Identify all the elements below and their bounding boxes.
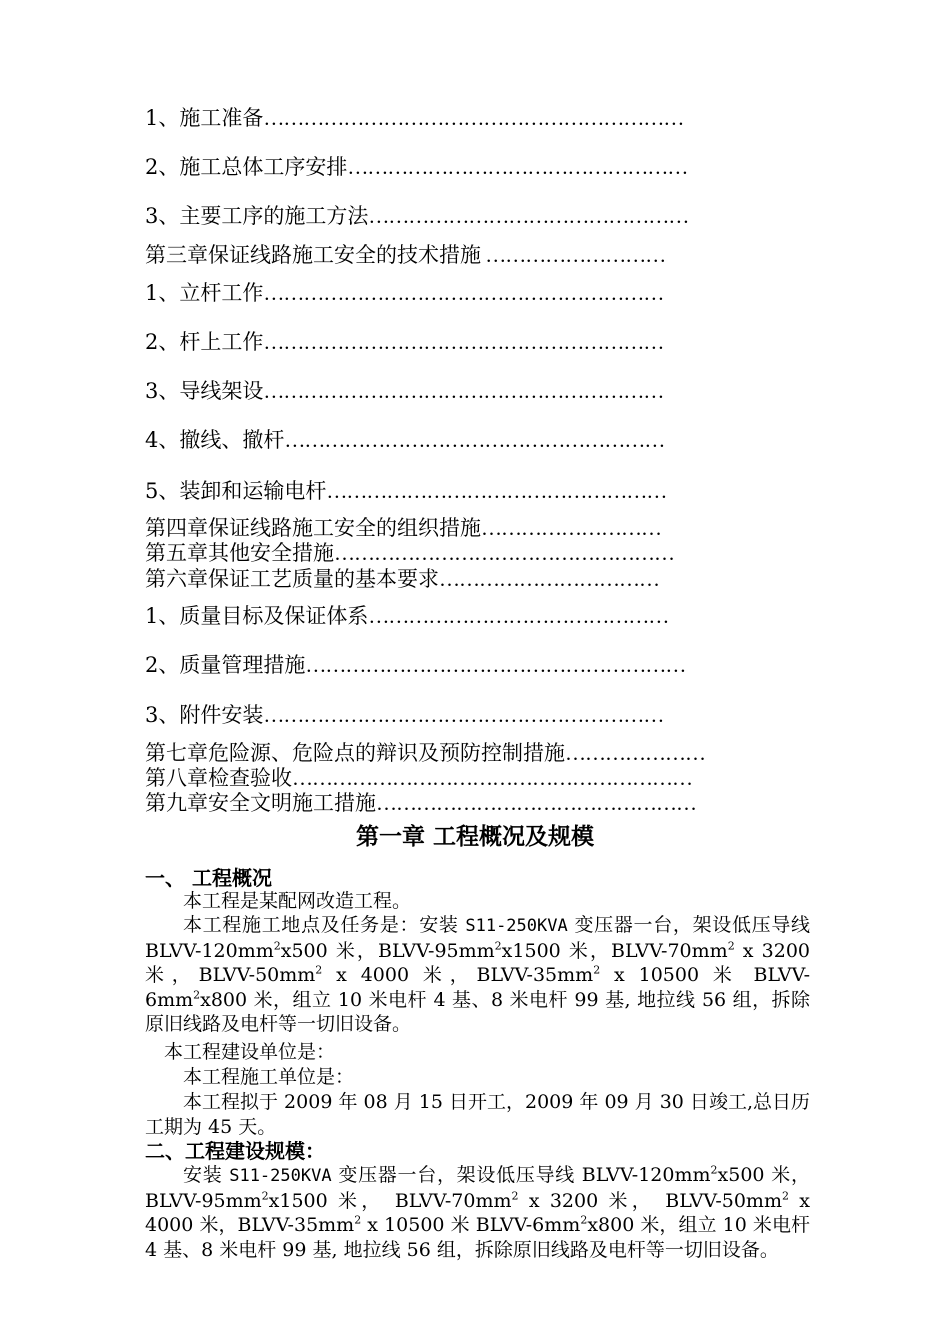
- toc-entry[interactable]: 3、导线架设……………………………………………………: [145, 379, 664, 403]
- paragraph: 本工程是某配网改造工程。: [183, 890, 412, 912]
- toc-entry[interactable]: 第六章保证工艺质量的基本要求……………………………: [145, 567, 659, 591]
- toc-entry[interactable]: 第七章危险源、危险点的辩识及预防控制措施…………………: [145, 741, 705, 765]
- toc-entry[interactable]: 2、杆上工作……………………………………………………: [145, 330, 664, 354]
- toc-entry[interactable]: 第八章检查验收……………………………………………………: [145, 766, 692, 790]
- toc-entry[interactable]: 第九章安全文明施工措施…………………………………………: [145, 791, 696, 815]
- toc-entry[interactable]: 第四章保证线路施工安全的组织措施………………………: [145, 516, 661, 540]
- toc-entry[interactable]: 5、装卸和运输电杆……………………………………………: [145, 479, 667, 503]
- paragraph: 本工程拟于 2009 年 08 月 15 日开工，2009 年 09 月 30 日竣工,总日历工期为 45 天。: [145, 1091, 810, 1138]
- section-heading: 二、工程建设规模：: [145, 1139, 325, 1163]
- toc-entry[interactable]: 1、立杆工作……………………………………………………: [145, 281, 664, 305]
- toc-entry[interactable]: 1、质量目标及保证体系………………………………………: [145, 604, 669, 628]
- toc-entry[interactable]: 2、施工总体工序安排……………………………………………: [145, 155, 688, 179]
- toc-entry[interactable]: 第三章保证线路施工安全的技术措施 ………………………: [145, 243, 666, 267]
- toc-entry[interactable]: 2、质量管理措施…………………………………………………: [145, 653, 686, 677]
- toc-entry[interactable]: 1、施工准备………………………………………………………: [145, 106, 684, 130]
- paragraph: 本工程施工地点及任务是：安装 S11-250KVA 变压器一台，架设低压导线 BLVV-$120mm^2x500$ 米，BLVV-$95mm^2x1500$ 米，BLVV-$70mm^2$ x 3200 米，BLVV-$50mm^2$ x 4000 米，BLVV-$35mm^2$ x 10500 米 BLVV-$6mm^2x800$ 米，组立 10 米电杆 4 基、8 米电杆 99 基, 地拉线 56 组，拆除原旧线路及电杆等一切旧设备。: [145, 914, 811, 1035]
- toc-entry[interactable]: 4、撤线、撤杆…………………………………………………: [145, 428, 665, 452]
- paragraph: 安装 S11-250KVA 变压器一台，架设低压导线 BLVV-$120mm^2x500$ 米，BLVV-$95mm^2x1500$ 米， BLVV-$70mm^2$ x 3200 米， BLVV-$50mm^2$ x 4000 米，BLVV-$35mm^2$ x 10500 米 BLVV-$6mm^2x800$ 米，组立 10 米电杆 4 基、8 米电杆 99 基, 地拉线 56 组，拆除原旧线路及电杆等一切旧设备。: [145, 1163, 811, 1261]
- paragraph: 本工程建设单位是：: [164, 1041, 336, 1063]
- toc-entry[interactable]: 3、附件安装……………………………………………………: [145, 703, 664, 727]
- toc-entry[interactable]: 第五章其他安全措施……………………………………………: [145, 541, 674, 565]
- chapter-title: 第一章 工程概况及规模: [355, 823, 594, 850]
- toc-entry[interactable]: 3、主要工序的施工方法…………………………………………: [145, 204, 689, 228]
- section-heading: 一、 工程概况: [145, 866, 272, 890]
- paragraph: 本工程施工单位是：: [183, 1066, 355, 1088]
